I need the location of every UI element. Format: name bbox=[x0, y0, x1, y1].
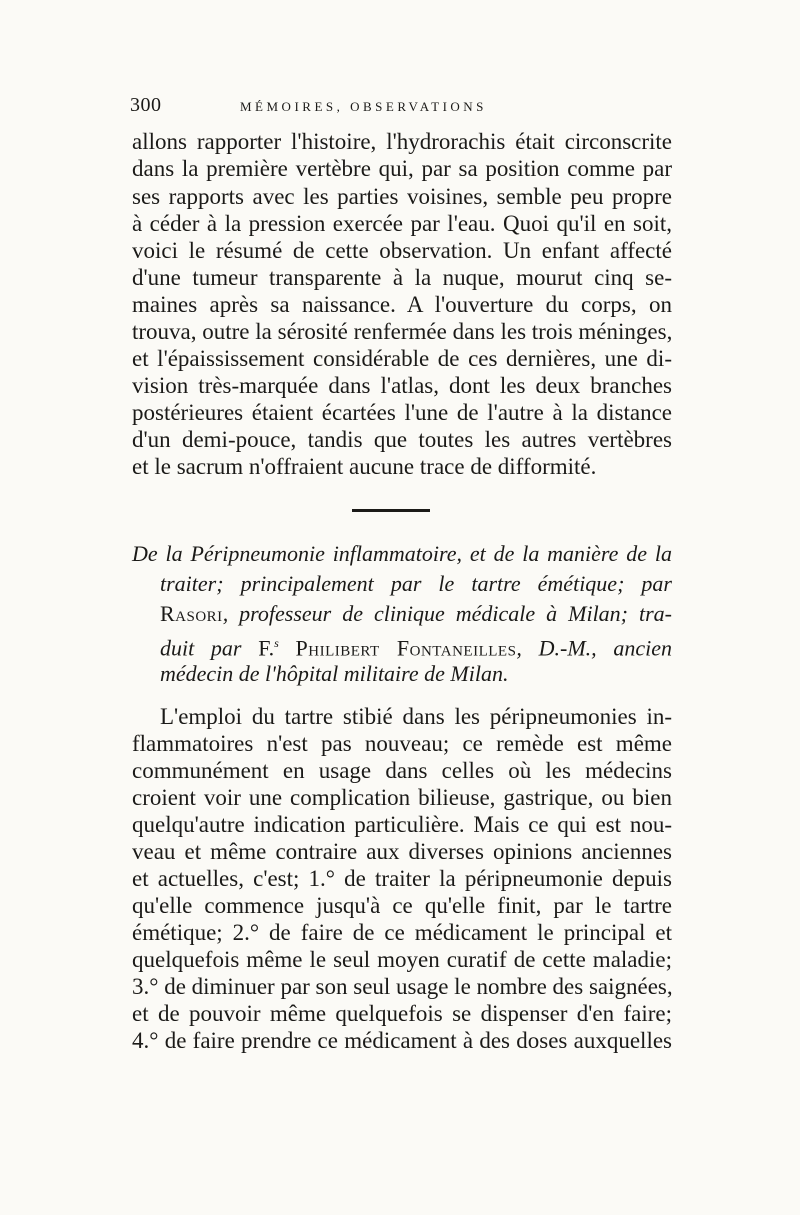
text-line: 3.° de diminuer par son seul usage le nombre des saignées, bbox=[132, 974, 673, 999]
text-line: maines après sa naissance. A l'ouverture du corps, on bbox=[132, 292, 672, 317]
author-name: Rasori bbox=[160, 601, 223, 626]
article-title-line bbox=[160, 600, 672, 627]
running-title: MÉMOIRES, OBSERVATIONS bbox=[240, 99, 487, 114]
text-line: quelquefois même le seul moyen curatif de cette maladie; bbox=[132, 947, 672, 972]
text-line: 4.° de faire prendre ce médicament à des doses auxquelles bbox=[132, 1028, 672, 1053]
text-line: émétique; 2.° de faire de ce médicament le principal et bbox=[132, 920, 672, 945]
translator-initial: F. bbox=[258, 635, 275, 661]
page-number: 300 bbox=[130, 94, 162, 116]
text-line: d'une tumeur transparente à la nuque, mourut cinq se- bbox=[132, 265, 672, 290]
article-title-text: , D.-M., ancien bbox=[516, 635, 672, 661]
text-line: allons rapporter l'histoire, l'hydrorachis était circonscrite bbox=[132, 129, 672, 154]
article-title-line: médecin de l'hôpital militaire de Milan. bbox=[160, 661, 509, 686]
article-title-text: duit par bbox=[160, 635, 259, 661]
article-title-text: , professeur de clinique médicale à Milan; tra- bbox=[222, 601, 672, 626]
article-title-line bbox=[160, 630, 672, 661]
text-line: croient voir une complication bilieuse, gastrique, ou bien bbox=[132, 785, 672, 810]
text-line: et l'épaississement considérable de ces dernières, une di- bbox=[132, 346, 672, 371]
text-line: dans la première vertèbre qui, par sa position comme par bbox=[132, 156, 672, 181]
text-line: veau et même contraire aux diverses opinions anciennes bbox=[132, 839, 672, 864]
text-line: postérieures étaient écartées l'une de l'autre à la distance bbox=[132, 400, 672, 425]
page-header bbox=[130, 92, 675, 122]
text-line: qu'elle commence jusqu'à ce qu'elle finit, par le tartre bbox=[132, 893, 672, 918]
text-line: L'emploi du tartre stibié dans les péripneumonies in- bbox=[160, 704, 672, 729]
text-line: ses rapports avec les parties voisines, semble peu propre bbox=[132, 184, 672, 209]
article-title-line: traiter; principalement par le tartre émétique; par bbox=[160, 571, 672, 596]
text-line: trouva, outre la sérosité renfermée dans les trois méninges, bbox=[132, 319, 673, 344]
translator-initial-sup: s bbox=[274, 636, 279, 650]
text-line: flammatoires n'est pas nouveau; ce remède est même bbox=[132, 731, 672, 756]
text-line: communément en usage dans celles où les médecins bbox=[132, 758, 672, 783]
translator-name: Philibert Fontaneilles bbox=[295, 635, 517, 661]
article-title-line: De la Péripneumonie inflammatoire, et de la manière de la bbox=[132, 541, 672, 566]
section-divider bbox=[352, 509, 430, 512]
text-line: à céder à la pression exercée par l'eau. Quoi qu'il en soit, bbox=[132, 211, 672, 236]
text-line: et actuelles, c'est; 1.° de traiter la péripneumonie depuis bbox=[132, 866, 672, 891]
text-line: vision très-marquée dans l'atlas, dont les deux branches bbox=[132, 373, 672, 398]
text-line: voici le résumé de cette observation. Un enfant affecté bbox=[132, 238, 672, 263]
text-line: et le sacrum n'offraient aucune trace de difformité. bbox=[132, 454, 597, 479]
text-line: et de pouvoir même quelquefois se dispenser d'en faire; bbox=[132, 1001, 672, 1026]
text-line: d'un demi-pouce, tandis que toutes les autres vertèbres bbox=[132, 427, 672, 452]
text-line: quelqu'autre indication particulière. Mais ce qui est nou- bbox=[132, 812, 672, 837]
